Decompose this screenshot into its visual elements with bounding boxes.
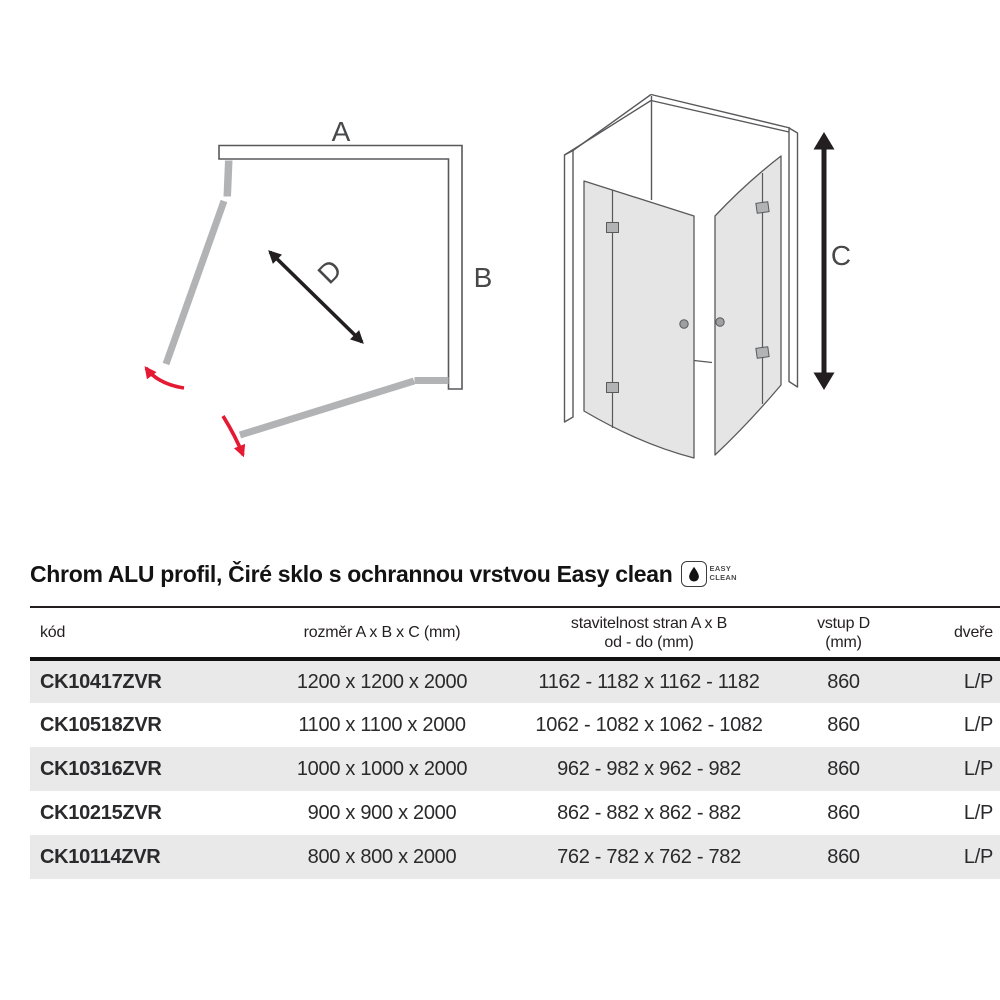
- cell-size: 1200 x 1200 x 2000: [296, 670, 468, 693]
- door-swing-arrow-left: [146, 368, 184, 388]
- top-rail-left-lower: [565, 101, 652, 156]
- table-header-row: [30, 607, 1000, 659]
- column-header-doors: dveře: [953, 623, 993, 641]
- easy-clean-label-line2: CLEAN: [709, 572, 737, 582]
- cell-entry: 860: [827, 757, 860, 780]
- easy-clean-badge-box: [681, 561, 707, 587]
- cell-doors: L/P: [963, 801, 993, 824]
- dimension-label-c: C: [830, 240, 852, 271]
- cell-entry: 860: [827, 845, 860, 868]
- top-view-walls: [219, 146, 462, 390]
- wall-post-right: [789, 128, 798, 387]
- column-header-adjustability-line1: stavitelnost stran A x B: [570, 614, 728, 632]
- cell-doors: L/P: [963, 670, 993, 693]
- table-row: [30, 703, 1000, 747]
- page-title: Chrom ALU profil, Čiré sklo s ochrannou vrstvou Easy clean: [30, 561, 673, 587]
- cell-doors: L/P: [963, 713, 993, 736]
- title-row: [30, 560, 975, 588]
- top-view-diagram: [146, 116, 492, 455]
- cell-size: 1100 x 1100 x 2000: [298, 713, 466, 736]
- fixed-panel-bottom: [415, 377, 449, 384]
- column-header-entry: [795, 607, 892, 659]
- glass-door-right: [715, 156, 781, 455]
- table-row: [30, 835, 1000, 879]
- cell-code: CK10215ZVR: [40, 801, 162, 824]
- door-left-open: [166, 201, 224, 364]
- table-row: [30, 791, 1000, 835]
- dimension-label-a: A: [331, 116, 351, 147]
- table-row: [30, 747, 1000, 791]
- water-drop-icon: [685, 565, 703, 583]
- door-swing-arrow-bottom: [223, 416, 243, 455]
- cell-adjustability: 862 - 882 x 862 - 882: [557, 801, 741, 824]
- cell-code: CK10417ZVR: [40, 670, 162, 693]
- cell-code: CK10316ZVR: [40, 757, 162, 780]
- cell-doors: L/P: [963, 757, 993, 780]
- table-body: [30, 659, 1000, 879]
- cell-adjustability: 762 - 782 x 762 - 782: [557, 845, 741, 868]
- dimension-label-d: D: [311, 253, 348, 290]
- hinge-right-top: [756, 202, 769, 214]
- column-header-entry-line1: vstup D: [817, 614, 870, 632]
- hinge-left-top: [607, 223, 619, 233]
- wall-post-left: [565, 151, 574, 423]
- hinge-right-bottom: [756, 347, 769, 359]
- cell-size: 900 x 900 x 2000: [307, 801, 457, 824]
- cell-adjustability: 962 - 982 x 962 - 982: [557, 757, 741, 780]
- table-header: [30, 607, 1000, 659]
- easy-clean-label: [710, 565, 737, 582]
- cell-code: CK10518ZVR: [40, 713, 162, 736]
- cell-adjustability: 1062 - 1082 x 1062 - 1082: [535, 713, 763, 736]
- cell-size: 1000 x 1000 x 2000: [296, 757, 468, 780]
- cell-entry: 860: [827, 670, 860, 693]
- hinge-left-bottom: [607, 383, 619, 393]
- easy-clean-label-line1: EASY: [709, 564, 732, 573]
- top-rail-right-lower: [651, 101, 789, 133]
- dimension-label-b: B: [473, 262, 493, 293]
- door-knob-left: [680, 320, 688, 328]
- glass-door-left: [584, 181, 694, 458]
- column-header-entry-line2: (mm): [825, 633, 862, 651]
- products-table: [30, 606, 1000, 879]
- easy-clean-badge: [681, 561, 737, 587]
- column-header-adjustability: [503, 607, 795, 659]
- cell-adjustability: 1162 - 1182 x 1162 - 1182: [538, 670, 760, 693]
- cell-size: 800 x 800 x 2000: [307, 845, 457, 868]
- column-header-code: kód: [40, 623, 66, 641]
- door-knob-right: [716, 318, 724, 326]
- cell-entry: 860: [827, 713, 860, 736]
- door-bottom-open: [240, 381, 414, 435]
- top-rail-right-upper: [651, 95, 790, 129]
- cell-doors: L/P: [963, 845, 993, 868]
- tray-edge: [694, 361, 712, 363]
- isometric-diagram: [565, 95, 852, 459]
- column-header-size: rozměr A x B x C (mm): [303, 623, 461, 641]
- cell-entry: 860: [827, 801, 860, 824]
- column-header-adjustability-line2: od - do (mm): [604, 633, 694, 651]
- cell-code: CK10114ZVR: [40, 845, 161, 868]
- fixed-panel-left: [224, 161, 233, 197]
- table-row: [30, 659, 1000, 703]
